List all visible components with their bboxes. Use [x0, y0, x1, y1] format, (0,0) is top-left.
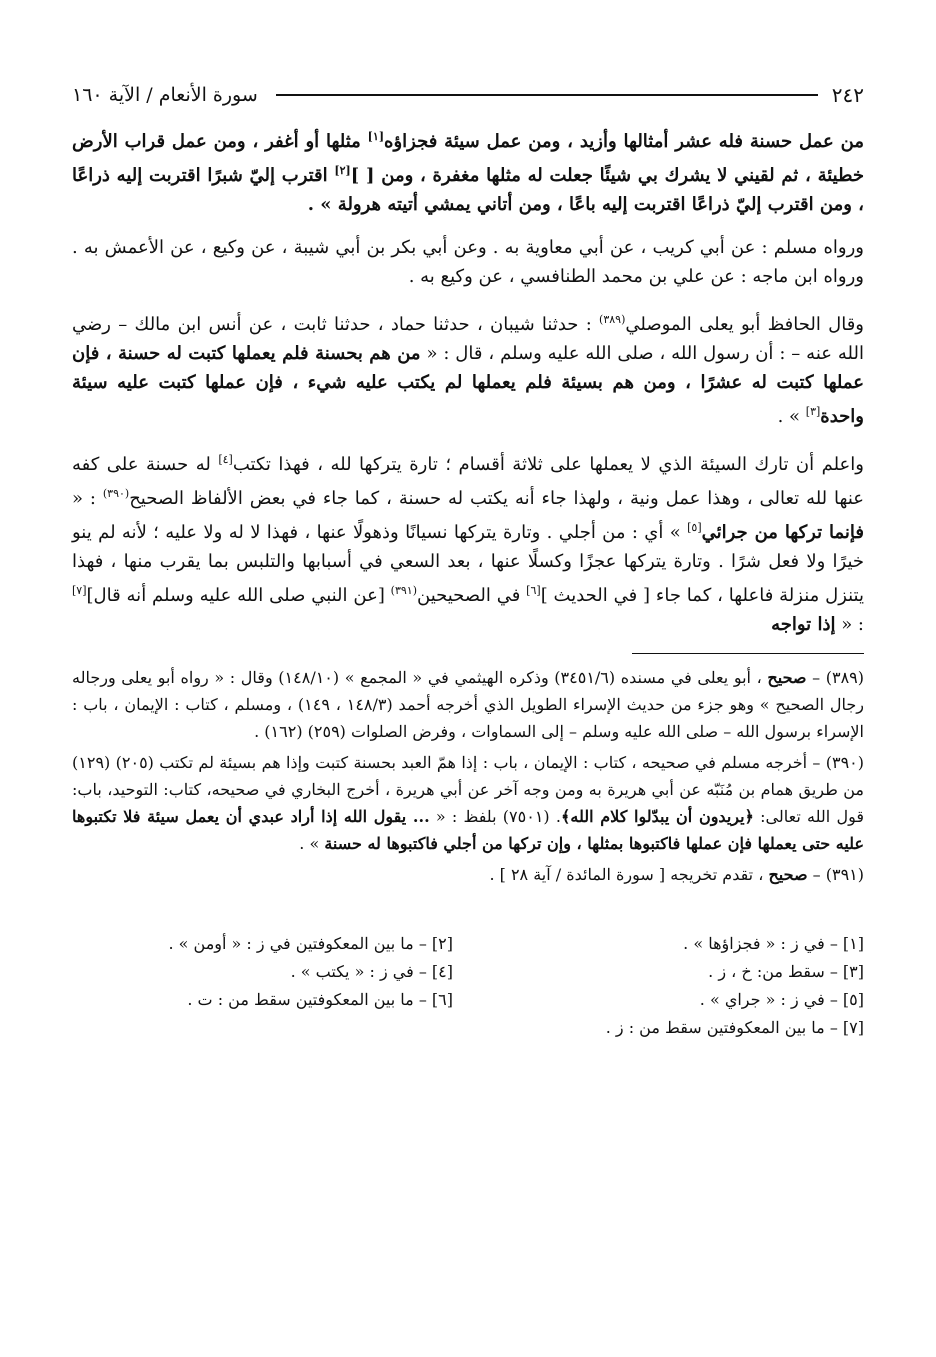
footnote-389	[72, 664, 864, 745]
variant-note: [٧] – ما بين المعكوفتين سقط من : ز .	[605, 1018, 864, 1037]
footnote-number: (٣٨٩) –	[806, 668, 864, 687]
footnote-text: . (٧٥٠١) بلفظ : «	[429, 807, 561, 826]
variant-marker: [٧]	[72, 584, 87, 597]
text-span: : «	[72, 488, 103, 509]
text-span: [عن النبي صلى الله عليه وسلم أنه قال]	[86, 585, 391, 606]
footnote-separator	[632, 653, 864, 654]
quran-quote: ﴿يريدون أن يبدّلوا كلام الله﴾	[560, 807, 754, 826]
header-rule	[276, 94, 818, 96]
grade-label: صحيح	[767, 668, 807, 687]
variant-note: [١] – في ز : « فجزاؤها » .	[683, 934, 864, 953]
hadith-text: ... يقول الله إذا أراد عبدي أن يعمل سيئة فلا تكتبوها عليه حتى يعملها فإن عملها فاكتبوها بمثلها ، وإن تركها من أجلي فاكتبوها له حسنة	[72, 807, 864, 853]
hadith-text: من هم بحسنة فلم يعملها كتبت له حسنة ، فإن عملها كتبت له عشرًا ، ومن هم بسيئة فلم يعملها لم يكتب عليه شيء ، فإن عملها كتبت عليه سيئة واحدة	[72, 343, 864, 427]
variant-note: [٢] – ما بين المعكوفتين في ز : « أومن » .	[168, 934, 453, 953]
variant-marker: [٥]	[687, 521, 702, 534]
text-span: : «	[835, 614, 864, 635]
variant-marker: [٢]	[334, 164, 351, 177]
variant-marker: [٣]	[805, 405, 821, 418]
text-span: من عمل حسنة فله عشر أمثالها وأزيد ، ومن عمل سيئة فجزاؤه	[384, 131, 864, 152]
text-span: مثلها أو أغفر ، ومن عمل قراب الأرض خطيئة ، ثم لقيني لا يشرك بي شيئًا جعلت له مثلها مغفرة ، ومن [ ]	[72, 131, 864, 186]
footnote-text: ، تقدم تخريجه [ سورة المائدة / آية ٢٨ ] .	[489, 865, 769, 884]
commentary-paragraph	[72, 445, 864, 639]
variant-note: [٤] – في ز : « يكتب » .	[290, 962, 453, 981]
text-span: » .	[777, 406, 806, 427]
variant-note: [٣] – سقط من: خ ، ز .	[708, 962, 864, 981]
running-header	[72, 78, 864, 112]
text-span: : حدثنا شيبان ، حدثنا حماد ، حدثنا ثابت ، عن أنس ابن مالك – رضي الله عنه – : أن رسول الله ، صلى الله عليه وسلم ، قال : «	[72, 314, 864, 364]
grade-label: صحيح	[768, 865, 808, 884]
footnote-text: ، أبو يعلى في مسنده (٣٤٥١/٦) وذكره الهيثمي في « المجمع » (١٤٨/١٠) وقال : « رواه أبو يعلى ورجاله رجال الصحيح » وهو جزء من حديث الإسراء الطويل الذي أخرجه أحمد (١٤٨/٣ ، ١٤٩) ، ومسلم ، كتاب : الإيمان ، باب : الإسراء برسول الله – صلى الله عليه وسلم – إلى السماوات ، وفرض الصلوات (٢٥٩) (١٦٢) .	[72, 668, 864, 741]
text-span: له حسنة على كفه عنها لله تعالى ، وهذا عمل ونية ، ولهذا جاء أنه يكتب له حسنة ، كما جاء في بعض الألفاظ الصحيح	[72, 454, 864, 509]
hadith-paragraph-2	[72, 305, 864, 431]
variant-marker: [١]	[367, 130, 385, 143]
variant-marker: [٤]	[218, 453, 233, 466]
text-span: اقترب إليّ شبرًا اقتربت إليه ذراعًا ، ومن اقترب إليّ ذراعًا اقتربت إليه باعًا ، ومن أتاني يمشي أتيته هرولة » .	[72, 165, 864, 215]
spacer	[72, 892, 864, 922]
footnote-text: » .	[299, 834, 325, 853]
text-span: واعلم أن تارك السيئة الذي لا يعملها على ثلاثة أقسام ؛ تارة يتركها لله ، فهذا تكتب	[232, 454, 864, 475]
variant-marker: [٦]	[526, 584, 541, 597]
hadith-text: فإنما تركها من جرائي	[701, 522, 864, 543]
surah-title: سورة الأنعام / الآية ١٦٠	[72, 84, 258, 106]
variant-note: [٦] – ما بين المعكوفتين سقط من : ت .	[187, 990, 453, 1009]
hadith-text: إذا تواجه	[771, 614, 836, 635]
variant-note: [٥] – في ز : « جراي » .	[699, 990, 864, 1009]
text-span: وقال الحافظ أبو يعلى الموصلي	[625, 314, 864, 335]
manuscript-variants	[72, 930, 864, 1042]
footnote-390	[72, 749, 864, 857]
page-number: ٢٤٢	[831, 83, 864, 107]
footnote-number: (٣٩١) –	[807, 865, 864, 884]
text-span: في الصحيحين	[417, 585, 527, 606]
footnote-ref: (٣٨٩)	[599, 313, 626, 326]
text-span: » أي : من أجلي . وتارة يتركها نسيانًا وذهولًا عنها ، فهذا لا له ولا عليه ؛ لأنه لم ينو خيرًا ولا فعل شرًا . وتارة يتركها عجزًا وكسلًا عنها ، بعد السعي في أسبابها والتلبس بما يقرب منها ، فهذا يتنزل منزلة فاعلها ، كما جاء [ في الحديث ]	[72, 522, 864, 606]
narration-paragraph: ورواه مسلم : عن أبي كريب ، عن أبي معاوية به . وعن أبي بكر بن أبي شيبة ، عن وكيع ، عن الأعمش به . ورواه ابن ماجه : عن علي بن محمد الطنافسي ، عن وكيع به .	[72, 237, 864, 287]
footnote-391	[72, 861, 864, 888]
footnote-text: (٣٩٠) – أخرجه مسلم في صحيحه ، كتاب : الإيمان ، باب : إذا همّ العبد بحسنة كتبت وإذا هم بسيئة لم تكتب (٢٠٥) (١٢٩) من طريق همام بن مُنَبّه عن أبي هريرة به ومن وجه آخر عن أبي هريرة ، أخرج البخاري في صحيحه، كتاب: التوحيد، باب: قول الله تعالى:	[72, 753, 865, 826]
footnote-ref: (٣٩١)	[390, 584, 417, 597]
footnote-ref: (٣٩٠)	[102, 487, 130, 500]
hadith-paragraph-1	[72, 122, 864, 219]
